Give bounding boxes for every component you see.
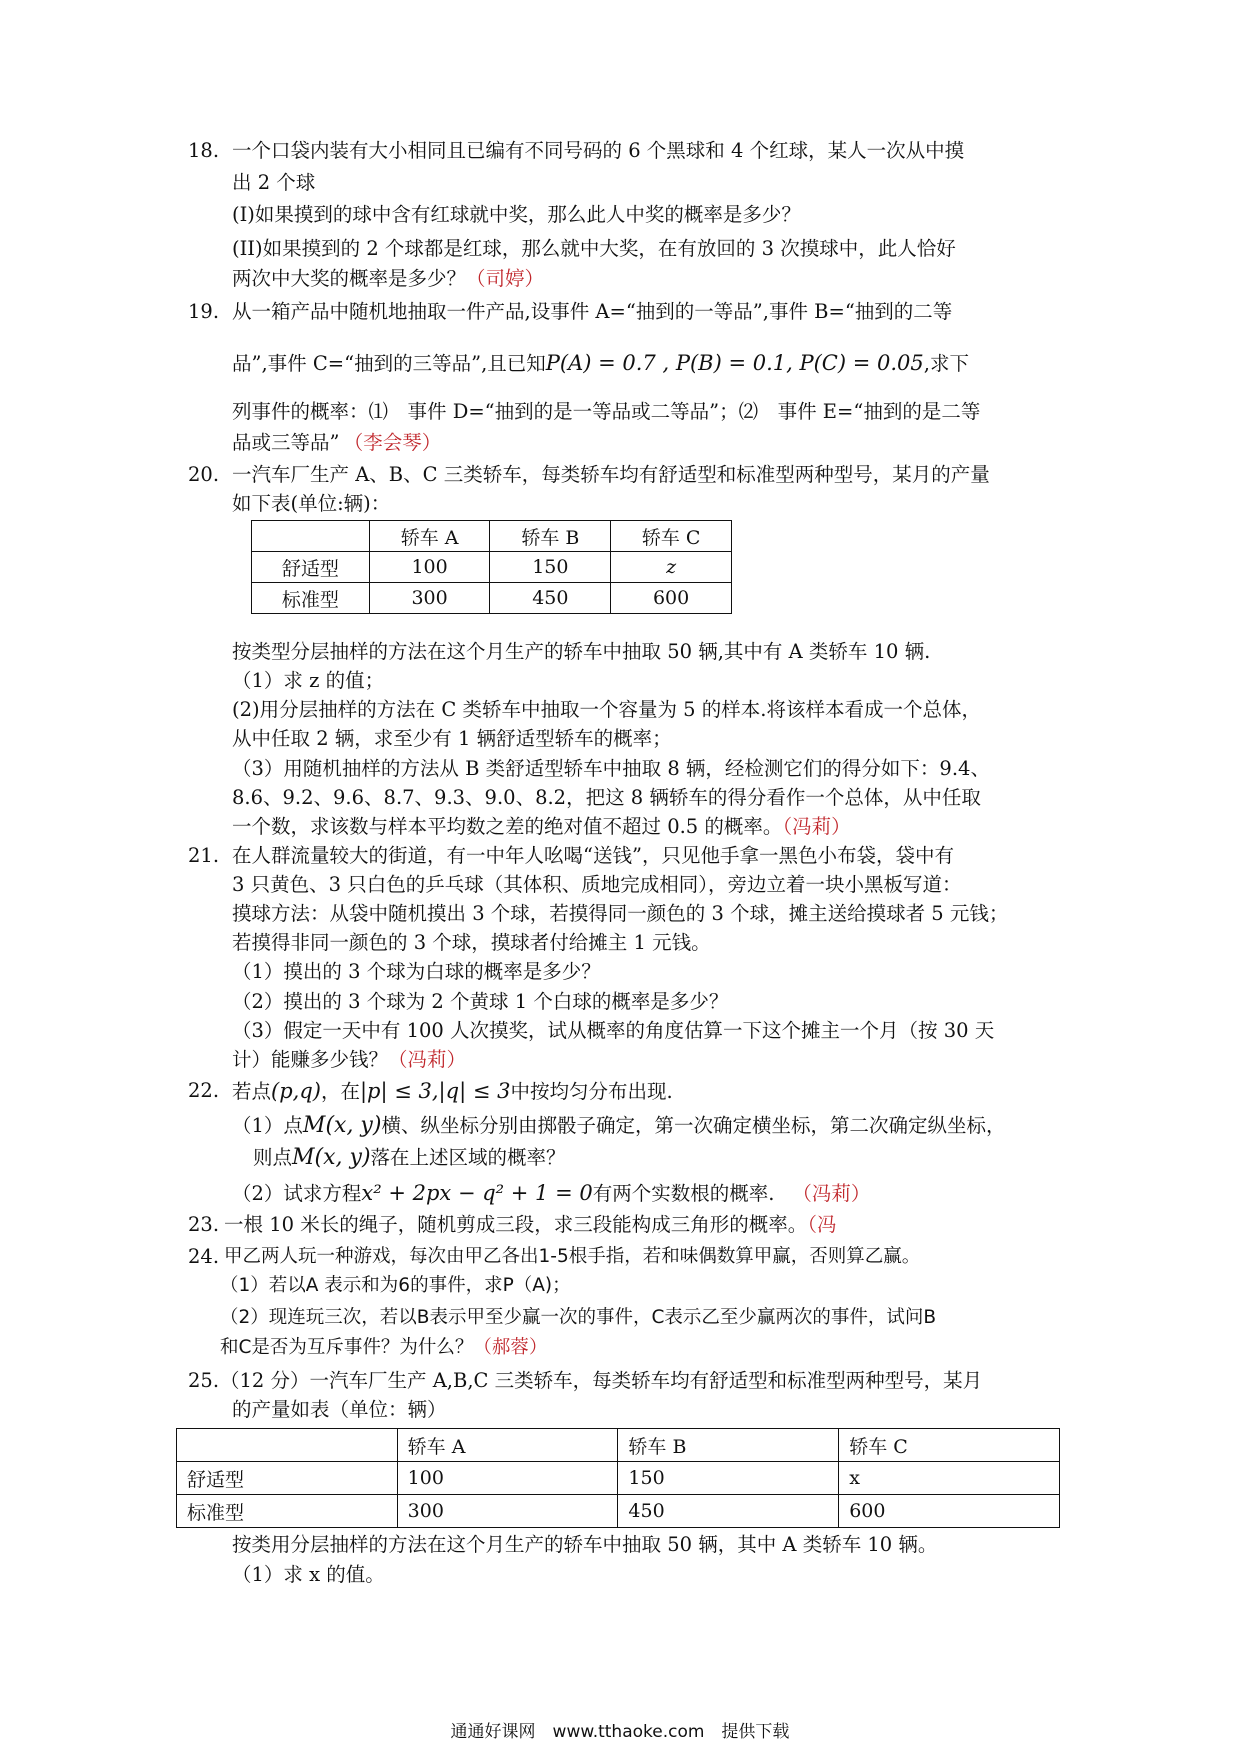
table-cell: 600 bbox=[839, 1495, 1060, 1528]
question-20-part-3-end: 一个数，求该数与样本平均数之差的绝对值不超过 0.5 的概率。 bbox=[232, 815, 783, 838]
question-18-text-cont: 出 2 个球 bbox=[232, 171, 316, 194]
question-18-part-2-tail: 两次中大奖的概率是多少？ bbox=[232, 267, 467, 290]
table-row bbox=[177, 1462, 1060, 1495]
question-24-part-2-cont bbox=[220, 1335, 547, 1361]
question-18-number: 18. bbox=[188, 139, 220, 162]
question-21-part-3-cont bbox=[232, 1047, 466, 1073]
question-20-part-3-cont: 8.6、9.2、9.6、8.7、9.3、9.0、8.2，把这 8 辆轿车的得分看作一个总体，从中任取 bbox=[232, 786, 981, 809]
question-19-events: 列事件的概率：⑴ 事件 D=“抽到的是一等品或二等品”；⑵ 事件 E=“抽到的是二等 bbox=[232, 400, 981, 423]
question-24-text: 甲乙两人玩一种游戏，每次由甲乙各出1-5根手指，若和味偶数算甲赢，否则算乙赢。 bbox=[224, 1246, 921, 1267]
table-cell: 100 bbox=[369, 552, 490, 583]
question-22-lead: 若点 bbox=[232, 1080, 272, 1103]
question-22-part-2 bbox=[232, 1180, 870, 1207]
question-20-part-1: （1）求 z 的值； bbox=[232, 669, 385, 692]
question-21-text-cont: 3 只黄色、3 只白色的乒乓球（其体积、质地完成相同），旁边立着一块小黑板写道： bbox=[232, 873, 962, 896]
probability-formula: P(A) = 0.7 , P(B) = 0.1, P(C) = 0.05 bbox=[545, 351, 924, 375]
question-20-sampling: 按类型分层抽样的方法在这个月生产的轿车中抽取 50 辆,其中有 A 类轿车 10 辆. bbox=[232, 640, 931, 663]
quadratic-equation: x² + 2px − q² + 1 = 0 bbox=[361, 1181, 593, 1205]
table-cell: z bbox=[611, 552, 732, 583]
question-19-given-tail: ,求下 bbox=[923, 352, 969, 375]
question-25-part-1: （1）求 x 的值。 bbox=[232, 1563, 385, 1586]
question-25-text: （12 分）一汽车厂生产 A,B,C 三类轿车，每类轿车均有舒适型和标准型两种型号，某月 bbox=[220, 1369, 983, 1392]
question-19-given-label: 品”,事件 C=“抽到的三等品”,且已知 bbox=[232, 352, 546, 375]
table-cell: 150 bbox=[618, 1462, 839, 1495]
table-cell: 450 bbox=[490, 583, 611, 614]
question-22-part-1-lead: （1）点 bbox=[232, 1114, 303, 1137]
table-cell: 轿车 B bbox=[618, 1429, 839, 1462]
question-21-number: 21. bbox=[188, 844, 220, 867]
question-24-part-1: （1）若以A 表示和为6的事件，求P（A)； bbox=[220, 1275, 571, 1296]
table-cell: 轿车 A bbox=[397, 1429, 618, 1462]
author-tag: （冯莉） bbox=[782, 815, 851, 838]
question-22-number: 22. bbox=[188, 1079, 220, 1102]
question-25-text-cont: 的产量如表（单位：辆） bbox=[232, 1398, 447, 1421]
table-cell: 轿车 B bbox=[490, 521, 611, 552]
table-cell: 标准型 bbox=[177, 1495, 398, 1528]
question-18-part-1: (I)如果摸到的球中含有红球就中奖，那么此人中奖的概率是多少？ bbox=[232, 203, 801, 226]
author-tag: （司婷） bbox=[466, 267, 545, 290]
question-20-part-3-tail bbox=[232, 814, 851, 840]
question-25-sampling: 按类用分层抽样的方法在这个月生产的轿车中抽取 50 辆，其中 A 类轿车 10 辆。 bbox=[232, 1533, 938, 1556]
question-22-part-1 bbox=[232, 1113, 1005, 1139]
table-cell: 轿车 C bbox=[839, 1429, 1060, 1462]
point-expression: M(x, y) bbox=[302, 1113, 382, 1138]
question-21-part-2: （2）摸出的 3 个球为 2 个黄球 1 个白球的概率是多少？ bbox=[232, 990, 729, 1013]
table-cell: 300 bbox=[397, 1495, 618, 1528]
question-19-text: 从一箱产品中随机地抽取一件产品,设事件 A=“抽到的一等品”,事件 B=“抽到的二等 bbox=[232, 300, 953, 323]
table-cell: 舒适型 bbox=[252, 552, 370, 583]
table-cell: 轿车 A bbox=[369, 521, 490, 552]
question-21-part-3: （3）假定一天中有 100 人次摸奖，试从概率的角度估算一下这个摊主一个月（按 30 天 bbox=[232, 1019, 995, 1042]
table-cell: 150 bbox=[490, 552, 611, 583]
question-22-part-1-cont-lead: 则点 bbox=[253, 1146, 293, 1169]
table-cell: 450 bbox=[618, 1495, 839, 1528]
question-20-text-cont: 如下表(单位:辆)： bbox=[232, 492, 391, 515]
question-19-events-cont bbox=[232, 430, 441, 456]
table-cell: 轿车 C bbox=[611, 521, 732, 552]
question-18-text: 一个口袋内装有大小相同且已编有不同号码的 6 个黑球和 4 个红球，某人一次从中摸 bbox=[232, 139, 965, 162]
question-21-rules: 摸球方法：从袋中随机摸出 3 个球，若摸得同一颜色的 3 个球，摊主送给摸球者 5 元钱； bbox=[232, 902, 1009, 925]
question-22-part-1-cont bbox=[253, 1145, 566, 1171]
question-20-number: 20. bbox=[188, 463, 220, 486]
question-21-rules-cont: 若摸得非同一颜色的 3 个球，摸球者付给摊主 1 元钱。 bbox=[232, 931, 711, 954]
question-23-body: 一根 10 米长的绳子，随机剪成三段，求三段能构成三角形的概率。 bbox=[224, 1213, 808, 1236]
question-22-text bbox=[232, 1078, 673, 1105]
question-25-number: 25. bbox=[188, 1369, 220, 1392]
author-tag: （冯 bbox=[807, 1213, 837, 1236]
table-header-row bbox=[252, 521, 732, 552]
question-18-part-2: (II)如果摸到的 2 个球都是红球，那么就中大奖，在有放回的 3 次摸球中，此人恰好 bbox=[232, 237, 956, 260]
table-cell: 300 bbox=[369, 583, 490, 614]
production-table-1 bbox=[251, 520, 732, 614]
question-22-mid: ，在 bbox=[320, 1080, 360, 1103]
question-24-number: 24. bbox=[188, 1245, 220, 1268]
table-row bbox=[252, 583, 732, 614]
question-21-text: 在人群流量较大的街道，有一中年人吆喝“送钱”，只见他手拿一黑色小布袋，袋中有 bbox=[232, 844, 954, 867]
question-22-part-1-cont-tail: 落在上述区域的概率？ bbox=[370, 1146, 566, 1169]
question-20-part-2: (2)用分层抽样的方法在 C 类轿车中抽取一个容量为 5 的样本.将该样本看成一个总体， bbox=[232, 698, 981, 721]
question-20-text: 一汽车厂生产 A、B、C 三类轿车，每类轿车均有舒适型和标准型两种型号，某月的产量 bbox=[232, 463, 990, 486]
question-21-part-1: （1）摸出的 3 个球为白球的概率是多少？ bbox=[232, 960, 601, 983]
question-24-part-2: （2）现连玩三次，若以B表示甲至少赢一次的事件，C表示乙至少赢两次的事件，试问B bbox=[220, 1307, 937, 1328]
table-cell: 标准型 bbox=[252, 583, 370, 614]
author-tag: （冯莉） bbox=[388, 1048, 467, 1071]
author-tag: （郝蓉） bbox=[473, 1337, 548, 1358]
table-row bbox=[177, 1495, 1060, 1528]
question-22-part-2-lead: （2）试求方程 bbox=[232, 1182, 362, 1205]
question-21-part-3-tail: 计）能赚多少钱？ bbox=[232, 1048, 389, 1071]
question-23-number: 23. bbox=[188, 1213, 220, 1236]
table-cell: 600 bbox=[611, 583, 732, 614]
author-tag: （冯莉） bbox=[792, 1182, 871, 1205]
question-19-text-cont bbox=[232, 350, 969, 377]
table-row bbox=[252, 552, 732, 583]
region-inequality: |p| ≤ 3,|q| ≤ 3 bbox=[359, 1079, 511, 1103]
table-cell bbox=[252, 521, 370, 552]
question-22-part-2-tail: 有两个实数根的概率. bbox=[592, 1182, 775, 1205]
question-18-part-2-cont bbox=[232, 266, 544, 292]
table-cell: 100 bbox=[397, 1462, 618, 1495]
question-19-events-tail: 品或三等品” bbox=[232, 431, 340, 454]
question-24-part-2-tail: 和C是否为互斥事件？为什么？ bbox=[220, 1337, 474, 1358]
question-20-part-3: （3）用随机抽样的方法从 B 类舒适型轿车中抽取 8 辆，经检测它们的得分如下：9.4、 bbox=[232, 757, 990, 780]
point-expression: (p,q) bbox=[271, 1079, 321, 1103]
point-expression: M(x, y) bbox=[292, 1145, 371, 1170]
download-footer: 通通好课网 www.tthaoke.com 提供下载 bbox=[450, 1722, 790, 1742]
table-cell: 舒适型 bbox=[177, 1462, 398, 1495]
question-22-part-1-tail: 横、纵坐标分别由掷骰子确定，第一次确定横坐标，第二次确定纵坐标， bbox=[381, 1114, 1006, 1137]
question-23-text bbox=[224, 1212, 836, 1238]
question-22-tail: 中按均匀分布出现. bbox=[510, 1080, 673, 1103]
author-tag: （李会琴） bbox=[353, 431, 442, 454]
table-cell: x bbox=[839, 1462, 1060, 1495]
question-19-number: 19. bbox=[188, 300, 220, 323]
table-cell bbox=[177, 1429, 398, 1462]
table-header-row bbox=[177, 1429, 1060, 1462]
question-20-part-2-cont: 从中任取 2 辆，求至少有 1 辆舒适型轿车的概率； bbox=[232, 727, 672, 750]
production-table-2 bbox=[176, 1428, 1060, 1528]
